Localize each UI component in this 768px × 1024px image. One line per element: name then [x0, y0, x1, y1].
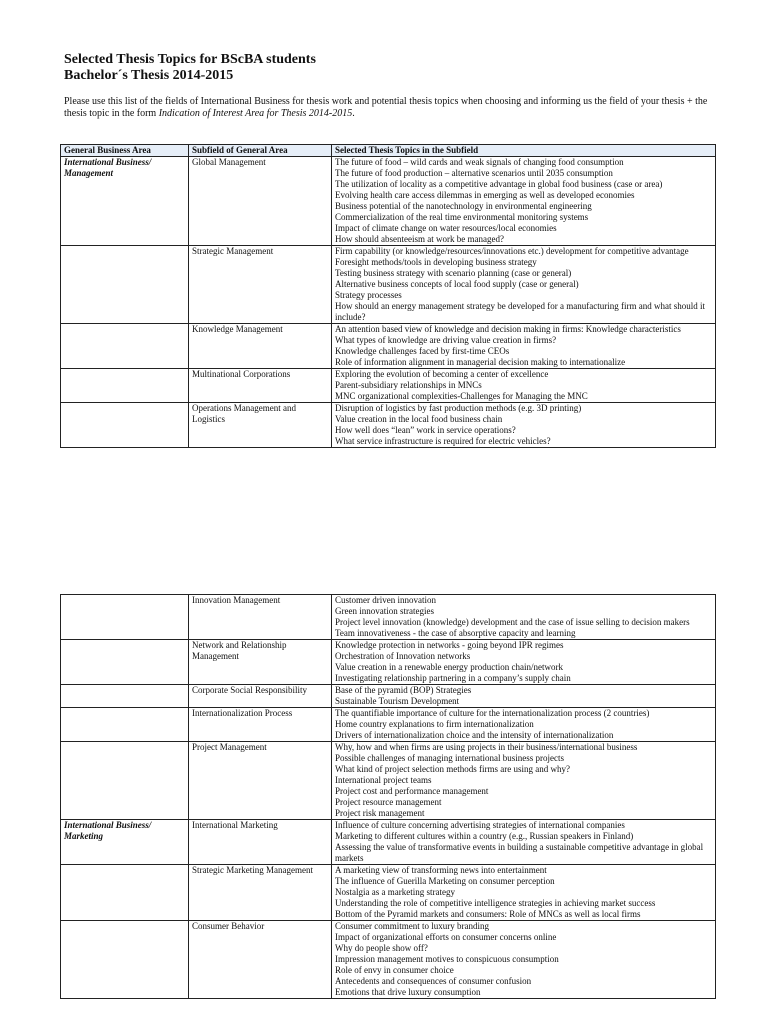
topic-item: The utilization of locality as a competitive advantage in global food business (case or area) — [335, 179, 663, 189]
topic-item: Nostalgia as a marketing strategy — [335, 887, 455, 897]
topic-item: Why, how and when firms are using projects in their business/international business — [335, 742, 638, 752]
intro-text: Please use this list of the fields of International Business for thesis work and potential thesis topics when choosing and informing us the field of your thesis + the thesis topic in the form — [64, 96, 708, 119]
topic-item: Disruption of logistics by fast production methods (e.g. 3D printing) — [335, 403, 582, 413]
topics-cell — [332, 708, 716, 742]
topic-item: Assessing the value of transformative events in building a sustainable competitive advantage in global markets — [335, 842, 704, 863]
title-line-2: Bachelor´s Thesis 2014-2015 — [64, 68, 234, 83]
table-row — [61, 369, 716, 403]
topic-item: Alternative business concepts of local food supply (case or general) — [335, 279, 579, 289]
topic-item: Emotions that drive luxury consumption — [335, 987, 481, 997]
subfield-cell: Operations Management and Logistics — [189, 403, 332, 448]
topics-cell — [332, 403, 716, 448]
intro-end: . — [352, 108, 355, 119]
topic-item: International project teams — [335, 775, 432, 785]
subfield-cell: Corporate Social Responsibility — [189, 685, 332, 708]
subfield-cell: Strategic Marketing Management — [189, 865, 332, 921]
topic-item: A marketing view of transforming news into entertainment — [335, 865, 547, 875]
general-area-cell: International Business/ Marketing — [61, 820, 189, 865]
table-row — [61, 595, 716, 640]
topic-item: Antecedents and consequences of consumer confusion — [335, 976, 532, 986]
topic-item: Project level innovation (knowledge) development and the case of issue selling to decision makers — [335, 617, 690, 627]
topic-item: Team innovativeness - the case of absorptive capacity and learning — [335, 628, 576, 638]
header-topics: Selected Thesis Topics in the Subfield — [332, 145, 716, 157]
topic-item: Bottom of the Pyramid markets and consumers: Role of MNCs as well as local firms — [335, 909, 641, 919]
topic-item: Strategy processes — [335, 290, 402, 300]
topic-item: How should absenteeism at work be managed? — [335, 234, 504, 244]
topic-item: The future of food – wild cards and weak signals of changing food consumption — [335, 157, 624, 167]
subfield-cell: Consumer Behavior — [189, 921, 332, 999]
table-row — [61, 865, 716, 921]
general-area-cell — [61, 685, 189, 708]
topic-item: Role of information alignment in managerial decision making to internationalize — [335, 357, 626, 367]
topic-item: Impact of organizational efforts on consumer concerns online — [335, 932, 557, 942]
topic-item: Exploring the evolution of becoming a center of excellence — [335, 369, 549, 379]
topic-item: Project resource management — [335, 797, 442, 807]
table-row — [61, 742, 716, 820]
topic-item: Home country explanations to firm internationalization — [335, 719, 534, 729]
general-area-cell — [61, 246, 189, 324]
topics-table-1 — [60, 144, 716, 448]
intro-paragraph — [64, 96, 714, 120]
table-row — [61, 157, 716, 246]
topic-item: What service infrastructure is required for electric vehicles? — [335, 436, 551, 446]
topics-cell — [332, 324, 716, 369]
topic-item: Drivers of internationalization choice and the intensity of internationalization — [335, 730, 614, 740]
general-area-cell — [61, 595, 189, 640]
topic-item: Why do people show off? — [335, 943, 428, 953]
topics-cell — [332, 595, 716, 640]
topic-item: Parent-subsidiary relationships in MNCs — [335, 380, 482, 390]
topic-item: Value creation in the local food business chain — [335, 414, 503, 424]
subfield-cell: Strategic Management — [189, 246, 332, 324]
intro-form-name: Indication of Interest Area for Thesis 2014-2015 — [158, 108, 353, 119]
topic-item: Impression management motives to conspicuous consumption — [335, 954, 559, 964]
topic-item: Marketing to different cultures within a country (e.g., Russian speakers in Finland) — [335, 831, 634, 841]
table-header-row — [61, 145, 716, 157]
topics-cell — [332, 369, 716, 403]
topic-item: What types of knowledge are driving value creation in firms? — [335, 335, 557, 345]
topic-item: Green innovation strategies — [335, 606, 434, 616]
topic-item: Testing business strategy with scenario planning (case or general) — [335, 268, 572, 278]
title-line-1: Selected Thesis Topics for BScBA students — [64, 52, 316, 67]
topics-cell — [332, 865, 716, 921]
general-area-cell — [61, 369, 189, 403]
subfield-cell: Network and Relationship Management — [189, 640, 332, 685]
topic-item: Orchestration of Innovation networks — [335, 651, 471, 661]
subfield-cell: Knowledge Management — [189, 324, 332, 369]
general-area-cell: International Business/ Management — [61, 157, 189, 246]
topic-item: Sustainable Tourism Development — [335, 696, 460, 706]
document-title — [64, 52, 316, 84]
table-row — [61, 324, 716, 369]
subfield-cell: Project Management — [189, 742, 332, 820]
general-area-cell — [61, 640, 189, 685]
topic-item: Evolving health care access dilemmas in emerging as well as developed economies — [335, 190, 635, 200]
table-row — [61, 403, 716, 448]
topics-cell — [332, 921, 716, 999]
topic-item: How well does “lean” work in service operations? — [335, 425, 516, 435]
header-general-area: General Business Area — [61, 145, 189, 157]
table-row — [61, 820, 716, 865]
subfield-cell: Multinational Corporations — [189, 369, 332, 403]
topics-cell — [332, 685, 716, 708]
table-row — [61, 685, 716, 708]
topic-item: Knowledge challenges faced by first-time CEOs — [335, 346, 510, 356]
general-area-cell — [61, 708, 189, 742]
topics-cell — [332, 742, 716, 820]
topic-item: What kind of project selection methods firms are using and why? — [335, 764, 570, 774]
table-row — [61, 708, 716, 742]
topic-item: Customer driven innovation — [335, 595, 436, 605]
topic-item: The future of food production – alternative scenarios until 2035 consumption — [335, 168, 613, 178]
topic-item: The quantifiable importance of culture for the internationalization process (2 countries) — [335, 708, 650, 718]
topics-cell — [332, 157, 716, 246]
subfield-cell: Innovation Management — [189, 595, 332, 640]
topic-item: How should an energy management strategy be developed for a manufacturing firm and what should it include? — [335, 301, 705, 322]
table-row — [61, 246, 716, 324]
topic-item: Commercialization of the real time environmental monitoring systems — [335, 212, 589, 222]
topic-item: Project cost and performance management — [335, 786, 489, 796]
header-subfield: Subfield of General Area — [189, 145, 332, 157]
subfield-cell: International Marketing — [189, 820, 332, 865]
topic-item: Project risk management — [335, 808, 425, 818]
topic-item: The influence of Guerilla Marketing on consumer perception — [335, 876, 555, 886]
general-area-cell — [61, 324, 189, 369]
topic-item: Foresight methods/tools in developing business strategy — [335, 257, 537, 267]
topics-cell — [332, 640, 716, 685]
topic-item: Knowledge protection in networks - going beyond IPR regimes — [335, 640, 564, 650]
topic-item: Influence of culture concerning advertising strategies of international companies — [335, 820, 625, 830]
topics-table-2 — [60, 594, 716, 999]
topic-item: Impact of climate change on water resources/local economies — [335, 223, 557, 233]
general-area-cell — [61, 742, 189, 820]
general-area-cell — [61, 865, 189, 921]
topic-item: Role of envy in consumer choice — [335, 965, 454, 975]
topic-item: Business potential of the nanotechnology in environmental engineering — [335, 201, 592, 211]
topics-cell — [332, 820, 716, 865]
general-area-cell — [61, 403, 189, 448]
topic-item: Firm capability (or knowledge/resources/innovations etc.) development for competitive advantage — [335, 246, 689, 256]
topics-cell — [332, 246, 716, 324]
general-area-cell — [61, 921, 189, 999]
subfield-cell: Internationalization Process — [189, 708, 332, 742]
table-row — [61, 640, 716, 685]
topic-item: Possible challenges of managing international business projects — [335, 753, 564, 763]
topic-item: MNC organizational complexities-Challenges for Managing the MNC — [335, 391, 588, 401]
topic-item: Consumer commitment to luxury branding — [335, 921, 489, 931]
table-row — [61, 921, 716, 999]
topic-item: An attention based view of knowledge and decision making in firms: Knowledge characteristics — [335, 324, 681, 334]
subfield-cell: Global Management — [189, 157, 332, 246]
topic-item: Base of the pyramid (BOP) Strategies — [335, 685, 472, 695]
topic-item: Understanding the role of competitive intelligence strategies in achieving market success — [335, 898, 656, 908]
topic-item: Investigating relationship partnering in a company’s supply chain — [335, 673, 571, 683]
topic-item: Value creation in a renewable energy production chain/network — [335, 662, 563, 672]
